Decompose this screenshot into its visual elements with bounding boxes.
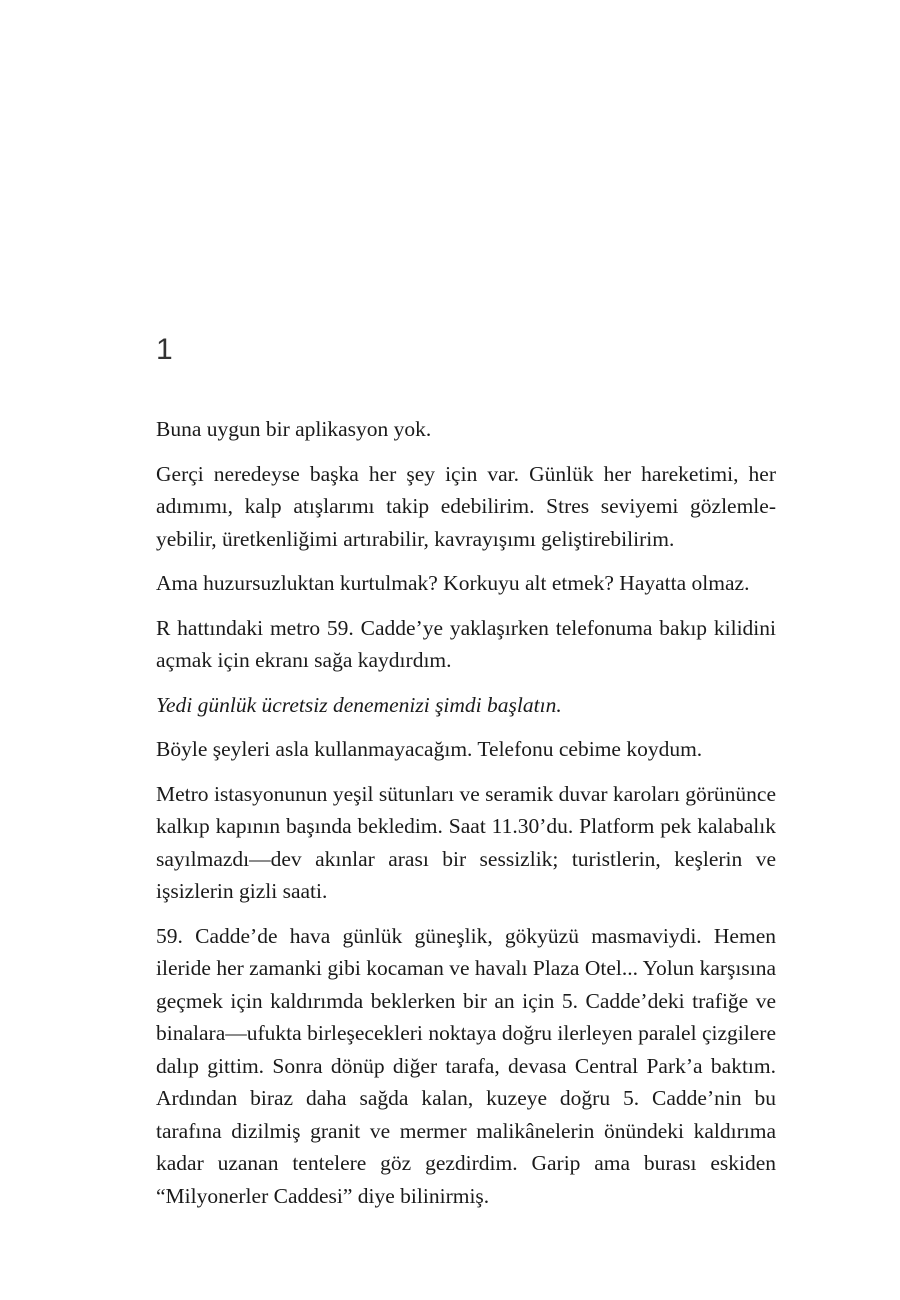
paragraph: Böyle şeyleri asla kullanmayacağım. Telefonu cebime koydum. <box>156 737 703 761</box>
chapter-text <box>156 413 776 1224</box>
chapter-number: 1 <box>156 333 173 366</box>
italic-paragraph: Yedi günlük ücretsiz denemenizi şimdi başlatın. <box>156 692 562 717</box>
paragraph: Gerçi neredeyse başka her şey için var. Günlük her hareketimi, her adımımı, kalp atışlarımı takip edebilirim. Stres seviyemi gözlemleyebilir, üretkenliğimi artırabilir, kavrayışımı geliştirebilirim. <box>156 461 776 551</box>
paragraph: Ama huzursuzluktan kurtulmak? Korkuyu alt etmek? Hayatta olmaz. <box>156 571 750 595</box>
paragraph: R hattındaki metro 59. Cadde’ye yaklaşırken telefonuma bakıp kilidini açmak için ekranı sağa kaydırdım. <box>156 615 776 672</box>
paragraph: Metro istasyonunun yeşil sütunları ve seramik duvar karoları görününce kalkıp kapının başında bekledim. Saat 11.30’du. Platform pek kalabalık sayılmazdı—dev akınlar arası bir sessizlik; turistlerin, keşlerin ve işsizlerin gizli saati. <box>156 781 776 903</box>
paragraph: Buna uygun bir aplikasyon yok. <box>156 417 432 441</box>
paragraph: 59. Cadde’de hava günlük güneşlik, gökyüzü masmaviydi. Hemen ileride her zamanki gibi kocaman ve havalı Plaza Otel... Yolun karşısına geçmek için kaldırımda beklerken bir an için 5. Cadde’deki trafiğe ve binalara—ufukta birleşecekleri noktaya doğru ilerleyen paralel çizgilere dalıp gittim. Sonra dönüp diğer tarafa, devasa Central Park’a baktım. Ardından biraz daha sağda kalan, kuzeye doğru 5. Cadde’nin bu tarafına dizilmiş granit ve mermer malikânelerin önündeki kaldırıma kadar uzanan tentelere göz gezdirdim. Garip ama burası eskiden “Milyonerler Caddesi” diye bilinirmiş. <box>156 923 776 1208</box>
